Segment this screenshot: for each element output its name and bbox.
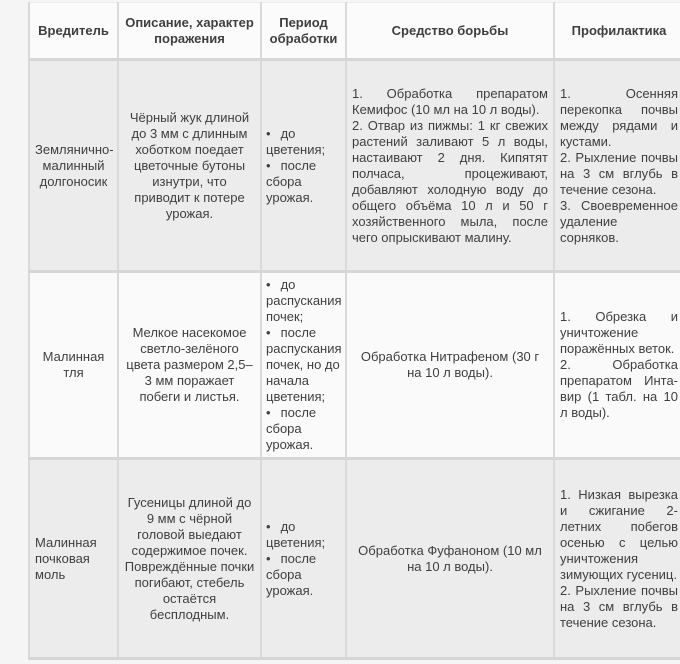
col-header-remedy: Средство борьбы (346, 3, 554, 60)
cell-pest-name: Малинная тля (29, 272, 118, 459)
prevention-item: 1. Осенняя перекопка почвы между рядами и кустами. (560, 85, 678, 149)
period-list (266, 519, 342, 599)
cell-prevention (554, 459, 680, 659)
cell-remedy (346, 60, 554, 272)
cell-prevention (554, 272, 680, 459)
col-header-description: Описание, характер поражения (118, 3, 261, 60)
prevention-item: 2. Рыхление почвы на 3 см вглубь в течение сезона. (560, 149, 678, 197)
cell-remedy: Обработка Фуфаноном (10 мл на 10 л воды). (346, 459, 554, 659)
cell-pest-name: Землянично-малинный долгоносик (29, 60, 118, 272)
pest-control-table (28, 2, 680, 660)
period-list (266, 277, 342, 453)
col-header-period: Период обработки (261, 3, 346, 60)
prevention-item: 2. Рыхление почвы на 3 см вглубь в течение сезона. (560, 582, 678, 630)
period-item: • после сбора урожая. (266, 551, 342, 599)
prevention-item: 3. Своевременное удаление сорняков. (560, 197, 678, 245)
period-item: • после распускания почек, но до начала цветения; (266, 325, 342, 405)
cell-description: Чёрный жук длиной до 3 мм с длинным хоботком поедает цветочные бутоны изнутри, что приводит к потере урожая. (118, 60, 261, 272)
table-row-bud-moth (29, 459, 680, 659)
cell-treatment-period (261, 272, 346, 459)
period-item: • до цветения; (266, 519, 342, 551)
remedy-item: 2. Отвар из пижмы: 1 кг свежих растений заливают 5 л воды, настаивают 2 дня. Кипятят полчаса, процеживают, добавляют холодную воду до общего объёма 10 л и 50 г хозяйственного мыла, после чего опрыскивают малину. (352, 117, 548, 245)
header-row (29, 3, 680, 60)
remedy-item: 1. Обработка препаратом Кемифос (10 мл на 10 л воды). (352, 85, 548, 117)
col-header-pest: Вредитель (29, 3, 118, 60)
period-item: • до распускания почек; (266, 277, 342, 325)
cell-treatment-period (261, 459, 346, 659)
period-item: • до цветения; (266, 126, 342, 158)
cell-description: Гусеницы длиной до 9 мм с чёрной головой выедают содержимое почек. Повреждённые почки погибают, стебель остаётся бесплодным. (118, 459, 261, 659)
cell-pest-name: Малинная почковая моль (29, 459, 118, 659)
period-list (266, 126, 342, 206)
period-item: • после сбора урожая. (266, 405, 342, 453)
prevention-item: 2. Обработка препаратом Инта-вир (1 табл. на 10 л воды). (560, 357, 678, 420)
cell-description: Мелкое насекомое светло-зелёного цвета размером 2,5–3 мм поражает побеги и листья. (118, 272, 261, 459)
col-header-prevention: Профилактика (554, 3, 680, 60)
cell-remedy: Обработка Нитрафеном (30 г на 10 л воды). (346, 272, 554, 459)
prevention-item: 1. Обрезка и уничтожение поражённых веток. (560, 309, 678, 356)
table-row-weevil (29, 60, 680, 272)
cell-prevention (554, 60, 680, 272)
prevention-item: 1. Низкая вырезка и сжигание 2-летних побегов осенью с целью уничтожения зимующих гусениц. (560, 486, 678, 582)
cell-treatment-period (261, 60, 346, 272)
table-row-aphid (29, 272, 680, 459)
period-item: • после сбора урожая. (266, 158, 342, 206)
